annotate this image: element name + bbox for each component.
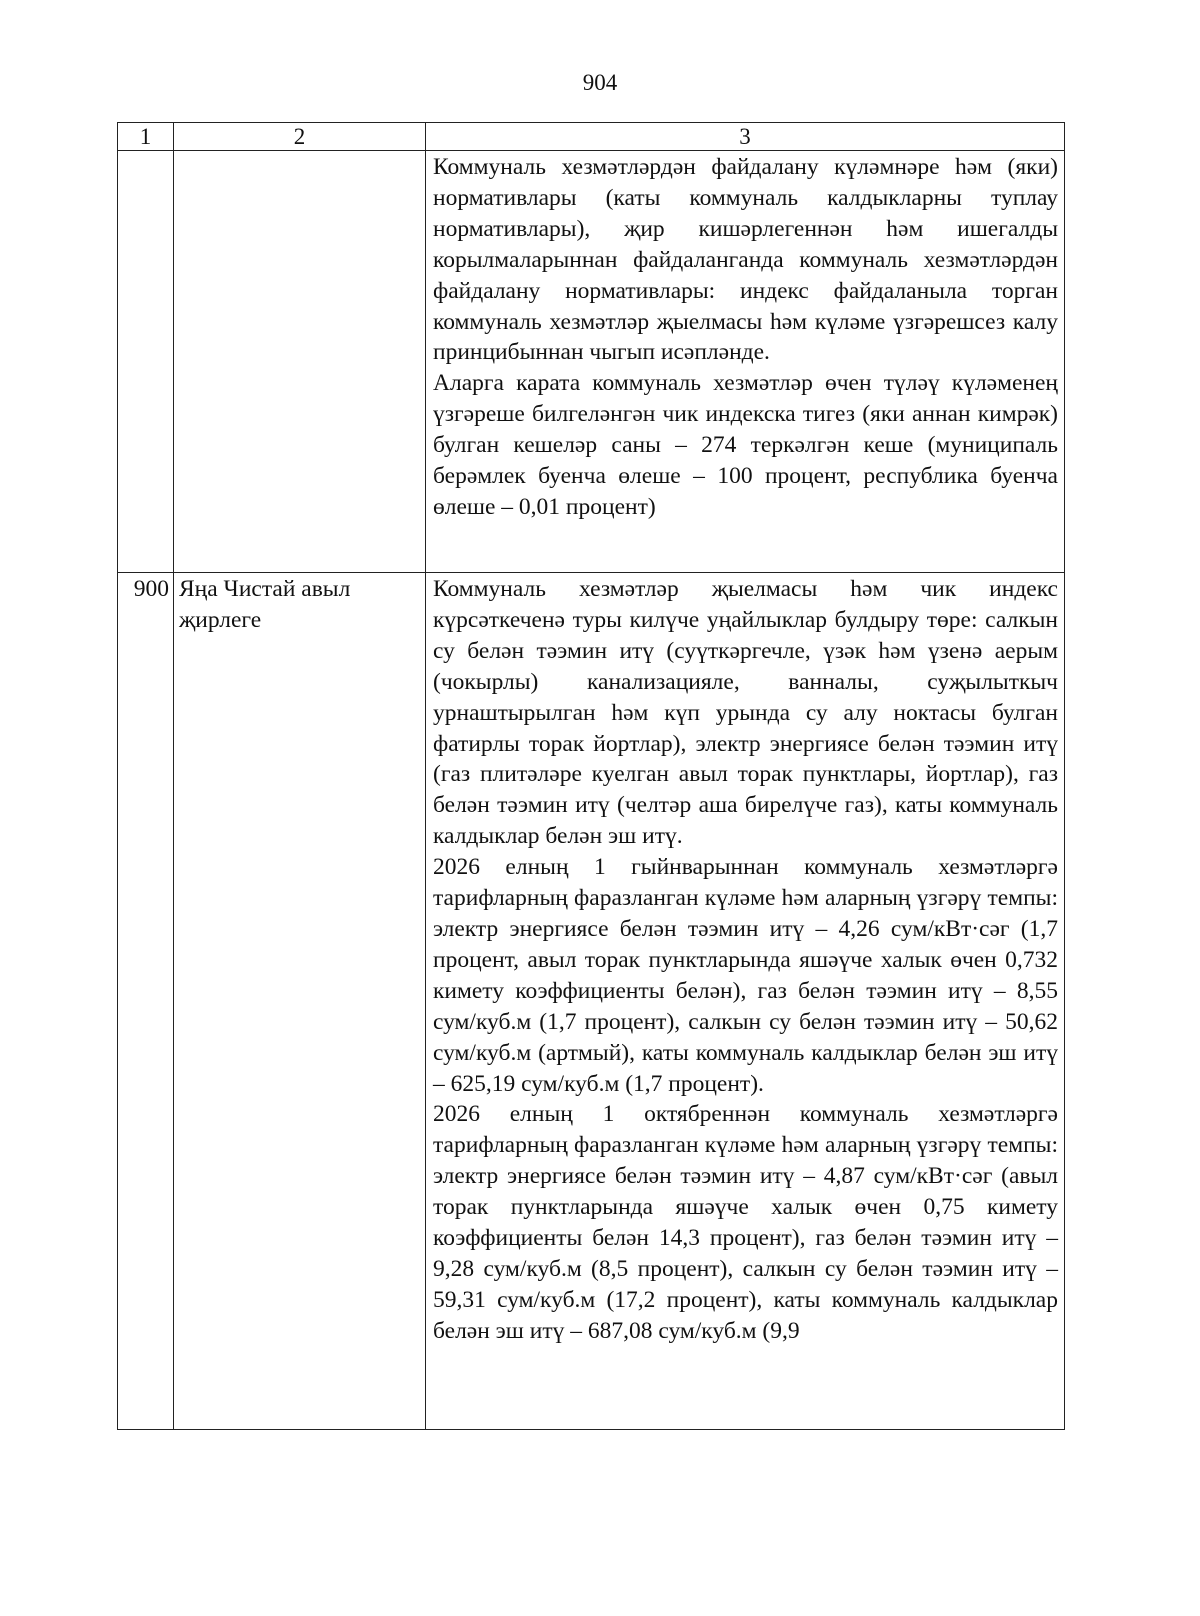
column-header-3: 3 bbox=[426, 123, 1065, 151]
description-paragraph: Коммуналь хезмәтләр җыелмасы һәм чик индекс күрсәткеченә туры килүче уңайлыклар булдыру төре: салкын су белән тәэмин итү (суүткәргечле, үзәк һәм үзенә аерым (чокырлы) канализацияле, ванналы, суҗылыткыч урнаштырылган һәм күп урында су алу ноктасы булган фатирлы торак йортлар), электр энергиясе белән тәэмин итү (газ плитәләре куелган авыл торак пунктлары, йортлар), газ белән тәэмин итү (челтәр аша бирелүче газ), каты коммуналь калдыклар белән эш итү. bbox=[433, 576, 1058, 850]
page-number: 904 bbox=[582, 70, 618, 95]
column-header-1: 1 bbox=[118, 123, 174, 151]
table-row bbox=[118, 151, 1065, 573]
description-paragraph: 2026 елның 1 октябреннән коммуналь хезмәтләргә тарифларның фаразланган күләме һәм аларның үзгәрү темпы: электр энергиясе белән тәэмин итү – 4,87 сум/кВт·сәг (авыл торак пунктларында яшәүче халык өчен 0,75 кимету коэффициенты белән 14,3 процент), газ белән тәэмин итү – 9,28 сум/куб.м (8,5 процент), салкын су белән тәэмин итү – 59,31 сум/куб.м (17,2 процент), каты коммуналь калдыклар белән эш итү – 687,08 сум/куб.м (9,9 bbox=[433, 1101, 1058, 1344]
column-header-2: 2 bbox=[174, 123, 426, 151]
row-number-cell: 900 bbox=[118, 573, 174, 1430]
description-cell bbox=[426, 151, 1065, 573]
document-table bbox=[117, 122, 1065, 1430]
description-paragraph: Аларга карата коммуналь хезмәтләр өчен түләү күләменең үзгәреше билгеләнгән чик индекска тигез (яки аннан кимрәк) булган кешеләр саны – 274 теркәлгән кеше (муниципаль берәмлек буенча өлеше – 100 процент, республика буенча өлеше – 0,01 процент) bbox=[433, 370, 1058, 520]
row-number-cell bbox=[118, 151, 174, 573]
settlement-name-cell bbox=[174, 151, 426, 573]
settlement-name-cell: Яңа Чистай авыл җирлеге bbox=[174, 573, 426, 1430]
description-cell bbox=[426, 573, 1065, 1430]
table-header-row bbox=[118, 123, 1065, 151]
table-row bbox=[118, 573, 1065, 1430]
description-paragraph: Коммуналь хезмәтләрдән файдалану күләмнәре һәм (яки) нормативлары (каты коммуналь калдыкларны туплау нормативлары), җир кишәрлегеннән һәм ишегалды корылмаларыннан файдаланганда коммуналь хезмәтләрдән файдалану нормативлары: индекс файдаланыла торган коммуналь хезмәтләр җыелмасы һәм күләме үзгәрешсез калу принцибыннан чыгып исәпләнде. bbox=[433, 154, 1058, 366]
description-paragraph: 2026 елның 1 гыйнварыннан коммуналь хезмәтләргә тарифларның фаразланган күләме һәм аларның үзгәрү темпы: электр энергиясе белән тәэмин итү – 4,26 сум/кВт·сәг (1,7 процент, авыл торак пунктларында яшәүче халык өчен 0,732 кимету коэффициенты белән), газ белән тәэмин итү – 8,55 сум/куб.м (1,7 процент), салкын су белән тәэмин итү – 50,62 сум/куб.м (артмый), каты коммуналь калдыклар белән эш итү – 625,19 сум/куб.м (1,7 процент). bbox=[433, 854, 1058, 1097]
